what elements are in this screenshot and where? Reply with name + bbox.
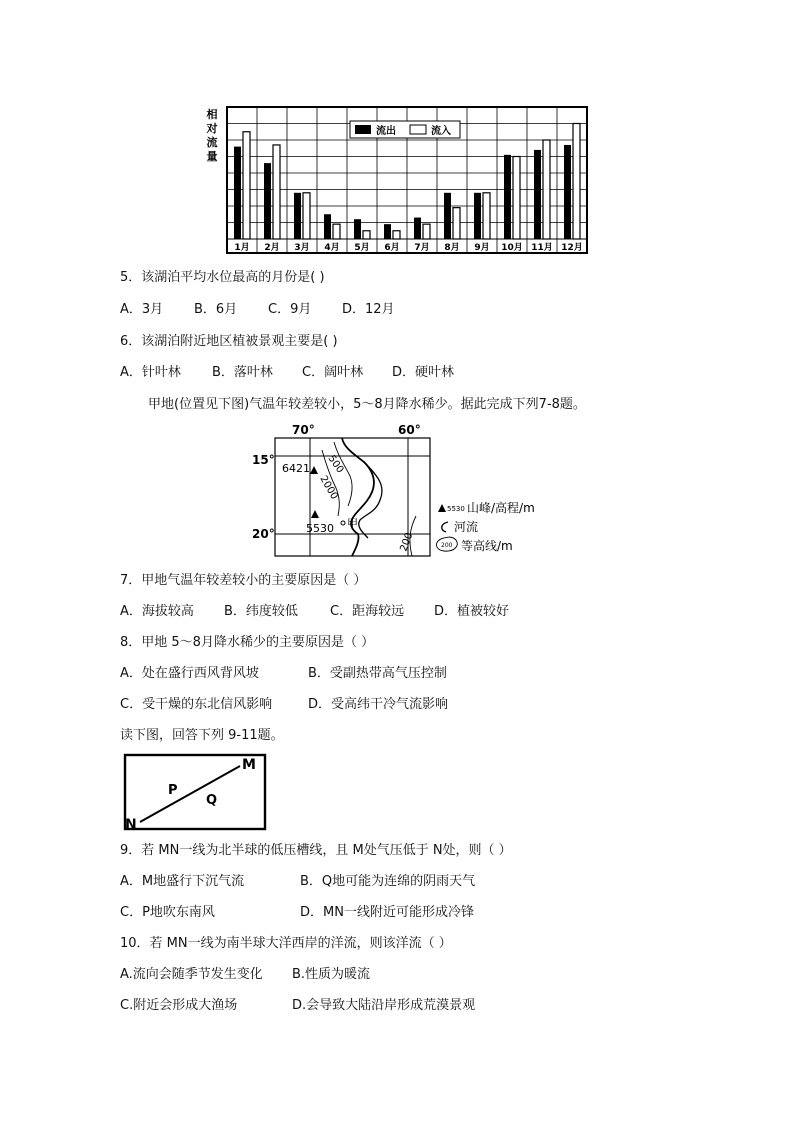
contour-500-label: 500 bbox=[325, 453, 346, 476]
place-jia-marker bbox=[341, 521, 345, 525]
x-tick-label: 10月 bbox=[501, 243, 523, 253]
q8-option-c: C．受干燥的东北信风影响 bbox=[120, 697, 273, 712]
legend-contour-label: 等高线/m bbox=[461, 539, 513, 553]
bar-inflow bbox=[303, 193, 310, 239]
q5-option-d: D．12月 bbox=[342, 302, 395, 317]
q8-option-a: A．处在盛行西风背风坡 bbox=[120, 666, 259, 681]
x-tick-label: 6月 bbox=[384, 243, 400, 253]
q5-option-c: C．9月 bbox=[268, 302, 312, 317]
q8-option-b: B．受副热带高气压控制 bbox=[308, 666, 447, 681]
bar-outflow bbox=[354, 219, 361, 239]
q6-option-b: B．落叶林 bbox=[212, 365, 273, 380]
q9-option-c: C．P地吹东南风 bbox=[120, 905, 215, 920]
bar-outflow bbox=[234, 147, 241, 239]
label-q: Q bbox=[206, 793, 218, 808]
legend-river-icon bbox=[442, 522, 448, 532]
lake-flow-chart bbox=[202, 104, 590, 256]
bar-inflow bbox=[453, 208, 460, 239]
legend-river-label: 河流 bbox=[454, 520, 479, 534]
x-tick-label: 1月 bbox=[234, 243, 250, 253]
q7-option-c: C．距海较远 bbox=[330, 604, 405, 619]
y-axis-label-1: 相 bbox=[206, 108, 218, 121]
map-peak1-icon bbox=[310, 466, 318, 474]
y-axis-label-3: 流 bbox=[206, 136, 218, 149]
intro-7-8: 甲地(位置见下图)气温年较差较小，5～8月降水稀少。据此完成下列7-8题。 bbox=[148, 397, 586, 412]
y-axis-label-4: 量 bbox=[206, 150, 218, 163]
question-7-stem: 7．甲地气温年较差较小的主要原因是（ ） bbox=[120, 573, 367, 588]
bar-inflow bbox=[543, 140, 550, 239]
bar-outflow bbox=[324, 214, 331, 239]
q7-option-a: A．海拔较高 bbox=[120, 604, 194, 619]
mn-diagram bbox=[122, 752, 268, 832]
q9-option-d: D．MN一线附近可能形成冷锋 bbox=[300, 905, 474, 920]
bar-inflow bbox=[363, 231, 370, 239]
bar-inflow bbox=[423, 224, 430, 239]
legend-in-swatch bbox=[410, 125, 426, 134]
question-5-stem: 5．该湖泊平均水位最高的月份是( ) bbox=[120, 270, 325, 285]
bar-outflow bbox=[564, 145, 571, 239]
question-9-stem: 9．若 MN一线为北半球的低压槽线，且 M处气压低于 N处，则（ ） bbox=[120, 843, 512, 858]
q10-option-b: B.性质为暖流 bbox=[292, 967, 371, 982]
bar-inflow bbox=[393, 231, 400, 239]
q10-option-a: A.流向会随季节发生变化 bbox=[120, 967, 263, 982]
q6-option-d: D．硬叶林 bbox=[392, 365, 455, 380]
bar-outflow bbox=[264, 163, 271, 239]
contour-200-label: 200 bbox=[398, 531, 416, 554]
x-tick-label: 8月 bbox=[444, 243, 460, 253]
legend-in-label: 流入 bbox=[431, 126, 451, 137]
x-tick-label: 3月 bbox=[294, 243, 310, 253]
mn-line bbox=[140, 766, 240, 822]
label-p: P bbox=[168, 783, 178, 798]
contour-2000-label: 2000 bbox=[317, 474, 340, 502]
map-peak2-value: 5530 bbox=[306, 522, 334, 535]
map-legend bbox=[437, 500, 535, 553]
q9-option-a: A．M地盛行下沉气流 bbox=[120, 874, 245, 889]
bar-outflow bbox=[474, 193, 481, 239]
q7-option-d: D．植被较好 bbox=[434, 604, 510, 619]
chart-legend bbox=[350, 121, 460, 138]
bar-inflow bbox=[273, 145, 280, 239]
question-10-stem: 10．若 MN一线为南半球大洋西岸的洋流，则该洋流（ ） bbox=[120, 936, 452, 951]
x-tick-label: 5月 bbox=[354, 243, 370, 253]
q5-option-b: B．6月 bbox=[194, 302, 238, 317]
question-6-stem: 6．该湖泊附近地区植被景观主要是( ) bbox=[120, 334, 338, 349]
map-lat-bottom: 20° bbox=[252, 527, 275, 541]
q5-option-a: A．3月 bbox=[120, 302, 164, 317]
legend-peak-num: 5530 bbox=[447, 505, 465, 513]
legend-out-label: 流出 bbox=[376, 126, 396, 137]
legend-peak-label: 山峰/高程/m bbox=[467, 501, 535, 515]
river-branch bbox=[359, 462, 382, 538]
x-tick-label: 2月 bbox=[264, 243, 280, 253]
bar-outflow bbox=[294, 193, 301, 239]
q8-option-d: D．受高纬干冷气流影响 bbox=[308, 697, 449, 712]
q10-option-d: D.会导致大陆沿岸形成荒漠景观 bbox=[292, 998, 476, 1013]
q7-option-b: B．纬度较低 bbox=[224, 604, 298, 619]
map-peak1-value: 6421 bbox=[282, 462, 310, 475]
x-tick-label: 11月 bbox=[531, 243, 553, 253]
intro-9-11: 读下图，回答下列 9-11题。 bbox=[120, 728, 284, 743]
y-axis-label-2: 对 bbox=[206, 122, 218, 135]
legend-out-swatch bbox=[355, 125, 371, 134]
map-lon-left: 70° bbox=[292, 423, 315, 437]
label-m: M bbox=[242, 757, 256, 773]
bar-outflow bbox=[414, 218, 421, 239]
bar-outflow bbox=[534, 150, 541, 239]
x-tick-label: 9月 bbox=[474, 243, 490, 253]
legend-peak-icon bbox=[438, 504, 446, 512]
bar-inflow bbox=[483, 193, 490, 239]
label-n: N bbox=[125, 817, 137, 832]
q10-option-c: C.附近会形成大渔场 bbox=[120, 998, 238, 1013]
question-8-stem: 8．甲地 5～8月降水稀少的主要原因是（ ） bbox=[120, 635, 375, 650]
q6-option-c: C．阔叶林 bbox=[302, 365, 364, 380]
map-peak2-icon bbox=[311, 510, 319, 518]
q6-option-a: A．针叶林 bbox=[120, 365, 181, 380]
bar-inflow bbox=[513, 157, 520, 240]
x-tick-label: 4月 bbox=[324, 243, 340, 253]
q9-option-b: B．Q地可能为连绵的阴雨天气 bbox=[300, 874, 476, 889]
bar-outflow bbox=[444, 193, 451, 239]
location-map bbox=[248, 420, 548, 560]
bar-outflow bbox=[504, 155, 511, 239]
x-tick-label: 7月 bbox=[414, 243, 430, 253]
legend-contour-num: 200 bbox=[441, 542, 453, 549]
x-tick-label: 12月 bbox=[561, 243, 583, 253]
map-lon-right: 60° bbox=[398, 423, 421, 437]
bar-inflow bbox=[333, 224, 340, 239]
map-lat-top: 15° bbox=[252, 453, 275, 467]
bar-inflow bbox=[573, 124, 580, 240]
bar-inflow bbox=[243, 132, 250, 239]
bar-outflow bbox=[384, 224, 391, 239]
place-jia-label: 甲 bbox=[347, 517, 358, 530]
